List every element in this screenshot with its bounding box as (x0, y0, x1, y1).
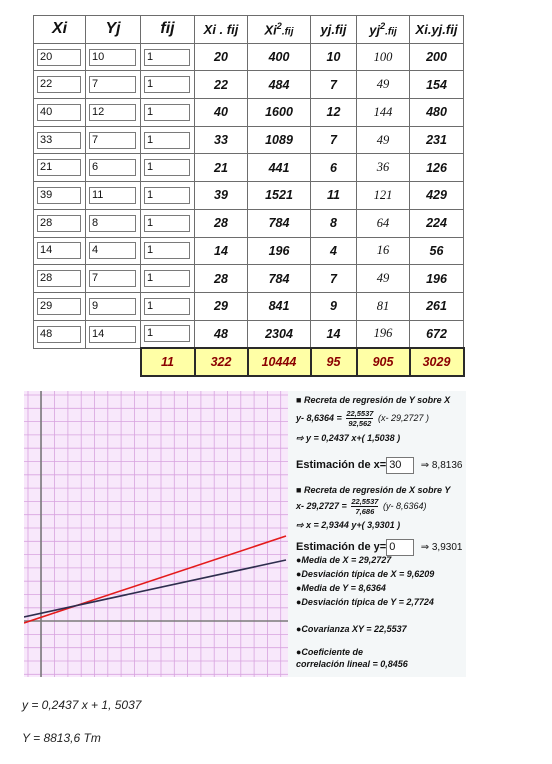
xi2-fij-cell: 484 (248, 71, 311, 99)
reg-yx-result: ⇨ y = 0,2437 x+( 1,5038 ) (296, 433, 401, 443)
header-xi2-tail: .fij (281, 26, 294, 38)
xiyj-fij-cell: 672 (410, 320, 464, 348)
yj2-fij-cell: 36 (357, 154, 410, 182)
xiyj-fij-cell: 196 (410, 265, 464, 293)
yj2-fij-cell: 144 (357, 99, 410, 127)
total-xi2-fij: 10444 (248, 348, 311, 376)
regression-graph (24, 391, 288, 677)
yj2-fij-cell: 49 (357, 71, 410, 99)
table-row (34, 265, 464, 293)
yj-cell (86, 71, 141, 99)
xi-fij-cell: 20 (195, 43, 248, 71)
xi-cell (34, 209, 86, 237)
fij-cell (141, 209, 195, 237)
yj-input[interactable]: 7 (89, 132, 136, 149)
yj-input[interactable]: 6 (89, 159, 136, 176)
fij-cell (141, 99, 195, 127)
table-row (34, 209, 464, 237)
reg-xy-fraction (351, 497, 378, 516)
header-xi-fij: Xi . fij (195, 16, 248, 44)
fij-input[interactable]: 1 (144, 159, 190, 176)
totals-row (34, 348, 464, 376)
xi-cell (34, 43, 86, 71)
header-fij: fij (141, 16, 195, 44)
yj-input[interactable]: 7 (89, 76, 136, 93)
xi2-fij-cell: 400 (248, 43, 311, 71)
fij-input[interactable]: 1 (144, 49, 190, 66)
yj-fij-cell: 9 (311, 292, 357, 320)
xi-cell (34, 182, 86, 210)
xiyj-fij-cell: 480 (410, 99, 464, 127)
yj2-fij-cell: 196 (357, 320, 410, 348)
regression-panel (24, 391, 466, 677)
xi-fij-cell: 22 (195, 71, 248, 99)
reg-xy-title: Recreta de regresión de X sobre Y (303, 485, 451, 495)
xi-cell (34, 320, 86, 348)
xi-fij-cell: 29 (195, 292, 248, 320)
header-yj: Yj (86, 16, 141, 44)
total-xi-fij: 322 (195, 348, 248, 376)
xi-input[interactable]: 39 (37, 187, 81, 204)
header-yj2-tail: .fij (385, 26, 397, 38)
sd-y: ●Desviación típica de Y = 2,7724 (296, 597, 434, 607)
xiyj-fij-cell: 56 (410, 237, 464, 265)
xi-input[interactable]: 29 (37, 298, 81, 315)
yj-cell (86, 209, 141, 237)
header-xi2-base: Xi (264, 22, 277, 38)
yj-cell (86, 320, 141, 348)
yj-input[interactable]: 11 (89, 187, 136, 204)
yj-fij-cell: 14 (311, 320, 357, 348)
xi-cell (34, 237, 86, 265)
reg-xy-right: (y- 8,6364) (382, 500, 427, 511)
xiyj-fij-cell: 224 (410, 209, 464, 237)
yj-input[interactable]: 8 (89, 215, 136, 232)
yj-fij-cell: 4 (311, 237, 357, 265)
totals-blank (86, 348, 141, 376)
yj-input[interactable]: 9 (89, 298, 136, 315)
xi2-fij-cell: 1600 (248, 99, 311, 127)
yj2-fij-cell: 121 (357, 182, 410, 210)
xi-input[interactable]: 33 (37, 132, 81, 149)
table-row (34, 182, 464, 210)
reg-yx-num: 22,5537 (346, 409, 374, 418)
xi2-fij-cell: 784 (248, 209, 311, 237)
xi-cell (34, 154, 86, 182)
xi-fij-cell: 48 (195, 320, 248, 348)
reg-yx-title: Recreta de regresión de Y sobre X (303, 395, 451, 405)
table-row (34, 71, 464, 99)
reg-xy-equation (296, 497, 426, 516)
xi-fij-cell: 28 (195, 265, 248, 293)
yj2-fij-cell: 100 (357, 43, 410, 71)
header-xi: Xi (34, 16, 86, 44)
table-row (34, 154, 464, 182)
estimate-x-row (296, 457, 462, 474)
correlation-line1: ●Coeficiente de (296, 647, 363, 657)
yj-fij-cell: 7 (311, 126, 357, 154)
yj-input[interactable]: 12 (89, 104, 136, 121)
yj-cell (86, 265, 141, 293)
yj-fij-cell: 7 (311, 265, 357, 293)
table-header-row (34, 16, 464, 44)
estimate-x-input[interactable]: 30 (386, 457, 414, 474)
xi-input[interactable]: 20 (37, 49, 81, 66)
total-yj2-fij: 905 (357, 348, 410, 376)
data-table (33, 15, 465, 377)
xi-fij-cell: 40 (195, 99, 248, 127)
xi-fij-cell: 33 (195, 126, 248, 154)
xi-cell (34, 126, 86, 154)
total-fij: 11 (141, 348, 195, 376)
reg-yx-right: (x- 29,2727 ) (377, 412, 429, 423)
xiyj-fij-cell: 231 (410, 126, 464, 154)
fij-cell (141, 154, 195, 182)
fij-cell (141, 43, 195, 71)
xiyj-fij-cell: 200 (410, 43, 464, 71)
xi-fij-cell: 28 (195, 209, 248, 237)
footer-estimate: Y = 8813,6 Tm (22, 731, 101, 745)
fij-input[interactable]: 1 (144, 298, 190, 315)
reg-yx-title-row: ■ Recreta de regresión de Y sobre X (296, 395, 451, 405)
fij-input[interactable]: 1 (144, 270, 190, 287)
xi-input[interactable]: 14 (37, 242, 81, 259)
estimate-y-row (296, 539, 462, 556)
footer-equation: y = 0,2437 x + 1, 5037 (22, 698, 142, 712)
yj-cell (86, 126, 141, 154)
reg-xy-den: 7,686 (355, 507, 375, 516)
xiyj-fij-cell: 154 (410, 71, 464, 99)
xi2-fij-cell: 196 (248, 237, 311, 265)
reg-xy-result: ⇨ x = 2,9344 y+( 3,9301 ) (296, 520, 401, 530)
xi2-fij-cell: 2304 (248, 320, 311, 348)
fij-input[interactable]: 1 (144, 132, 190, 149)
estimate-y-result: ⇒ 3,9301 (420, 541, 463, 553)
xi-fij-cell: 14 (195, 237, 248, 265)
yj2-fij-cell: 49 (357, 126, 410, 154)
estimate-y-label: Estimación de y= (296, 540, 387, 553)
estimate-x-result: ⇒ 8,8136 (420, 459, 463, 471)
xi-cell (34, 292, 86, 320)
yj-cell (86, 99, 141, 127)
table-row (34, 43, 464, 71)
yj-input[interactable]: 10 (89, 49, 136, 66)
yj2-fij-cell: 49 (357, 265, 410, 293)
yj-fij-cell: 10 (311, 43, 357, 71)
header-xi2-sup: 2 (276, 21, 282, 32)
yj2-fij-cell: 81 (357, 292, 410, 320)
xiyj-fij-cell: 126 (410, 154, 464, 182)
header-yj2-base: yj (369, 22, 381, 38)
table-row (34, 237, 464, 265)
header-xi2-fij (248, 16, 311, 44)
mean-x: ●Media de X = 29,2727 (296, 555, 392, 565)
fij-cell (141, 126, 195, 154)
yj-input[interactable]: 14 (89, 326, 136, 343)
yj-input[interactable]: 4 (89, 242, 136, 259)
estimate-y-input[interactable]: 0 (386, 539, 414, 556)
fij-cell (141, 265, 195, 293)
xi2-fij-cell: 1521 (248, 182, 311, 210)
reg-yx-equation (296, 409, 429, 428)
table-row (34, 126, 464, 154)
fij-input[interactable]: 1 (144, 76, 190, 93)
xi2-fij-cell: 841 (248, 292, 311, 320)
yj-fij-cell: 11 (311, 182, 357, 210)
yj2-fij-cell: 16 (357, 237, 410, 265)
sd-x: ●Desviación típica de X = 9,6209 (296, 569, 435, 579)
xi2-fij-cell: 1089 (248, 126, 311, 154)
reg-xy-left: x- 29,2727 = (296, 500, 347, 511)
xiyj-fij-cell: 429 (410, 182, 464, 210)
xi2-fij-cell: 441 (248, 154, 311, 182)
xi-cell (34, 99, 86, 127)
covariance: ●Covarianza XY = 22,5537 (296, 624, 407, 634)
xi-fij-cell: 21 (195, 154, 248, 182)
yj-fij-cell: 8 (311, 209, 357, 237)
fij-cell (141, 320, 195, 348)
fij-cell (141, 71, 195, 99)
fij-cell (141, 182, 195, 210)
yj-cell (86, 292, 141, 320)
xi-input[interactable]: 22 (37, 76, 81, 93)
reg-yx-fraction (346, 409, 373, 428)
total-xiyj-fij: 3029 (410, 348, 464, 376)
total-yj-fij: 95 (311, 348, 357, 376)
fij-input[interactable]: 1 (144, 104, 190, 121)
yj-cell (86, 237, 141, 265)
estimate-x-label: Estimación de x= (296, 458, 387, 471)
reg-yx-left: y- 8,6364 = (296, 412, 342, 423)
fij-cell (141, 237, 195, 265)
yj2-fij-cell: 64 (357, 209, 410, 237)
fij-input[interactable]: 1 (144, 215, 190, 232)
yj-fij-cell: 7 (311, 71, 357, 99)
xi-input[interactable]: 28 (37, 270, 81, 287)
reg-xy-title-row: ■ Recreta de regresión de X sobre Y (296, 485, 451, 495)
totals-blank (34, 348, 86, 376)
fij-input[interactable]: 1 (144, 187, 190, 204)
reg-xy-num: 22,5537 (351, 497, 379, 506)
xiyj-fij-cell: 261 (410, 292, 464, 320)
xi-cell (34, 71, 86, 99)
fij-input[interactable]: 1 (144, 242, 190, 259)
table-row (34, 99, 464, 127)
yj-input[interactable]: 7 (89, 270, 136, 287)
xi-input[interactable]: 40 (37, 104, 81, 121)
xi-cell (34, 265, 86, 293)
header-xiyj-fij: Xi.yj.fij (410, 16, 464, 44)
table-row (34, 320, 464, 348)
fij-input[interactable]: 1 (144, 325, 190, 342)
yj-fij-cell: 12 (311, 99, 357, 127)
yj-cell (86, 182, 141, 210)
yj-cell (86, 43, 141, 71)
reg-yx-den: 92,562 (348, 419, 372, 428)
header-yj2-fij (357, 16, 410, 44)
xi-input[interactable]: 28 (37, 215, 81, 232)
xi-fij-cell: 39 (195, 182, 248, 210)
xi-input[interactable]: 48 (37, 326, 81, 343)
xi2-fij-cell: 784 (248, 265, 311, 293)
header-yj-fij: yj.fij (311, 16, 357, 44)
xi-input[interactable]: 21 (37, 159, 81, 176)
correlation-line2: correlación lineal = 0,8456 (296, 659, 408, 669)
header-yj2-sup: 2 (380, 21, 386, 32)
mean-y: ●Media de Y = 8,6364 (296, 583, 386, 593)
table-row (34, 292, 464, 320)
fij-cell (141, 292, 195, 320)
yj-fij-cell: 6 (311, 154, 357, 182)
yj-cell (86, 154, 141, 182)
